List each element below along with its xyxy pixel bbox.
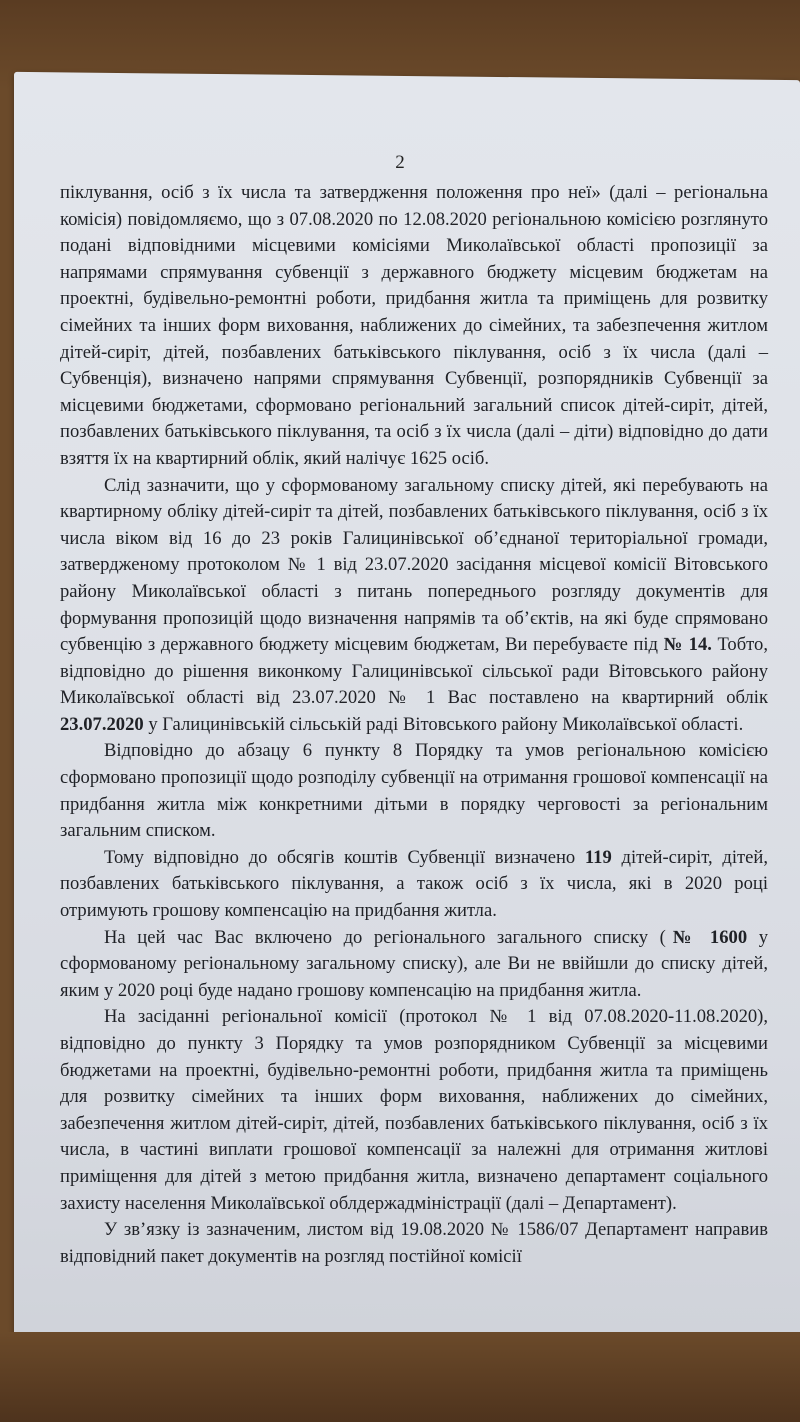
list-position-local: № 14. <box>663 634 712 656</box>
paragraph-3: Відповідно до абзацу 6 пункту 8 Порядку та умов регіональною комісією сформовано пропозиції щодо розподілу субвенції на отримання грошової компенсації на придбання житла між конкретними дітьми в порядку черговості за регіональним загальним списком. <box>60 740 768 842</box>
background-bottom <box>0 1332 800 1422</box>
children-count: 119 <box>584 846 612 868</box>
list-position-regional: № 1600 <box>665 926 748 948</box>
paragraph-6: На засіданні регіональної комісії (протокол № 1 від 07.08.2020-11.08.2020), відповідно до пункту 3 Порядку та умов розпорядником Субвенції за місцевими бюджетами на проектні, будівельно-ремонтні роботи, придбання житла та приміщень для розвитку сімейних та інших форм виховання, наближених до сімейних, забезпечення житлом дітей-сиріт, дітей, позбавлених батьківського піклування, осіб з їх числа, в частині виплати грошової компенсації за належні для отримання житлові приміщення для дітей з метою придбання житла, визначено департамент соціального захисту населення Миколаївської облдержадміністрації (далі – Департамент). <box>60 1006 768 1214</box>
paragraph-2: Слід зазначити, що у сформованому загальному списку дітей, які перебувають на квартирному обліку дітей-сиріт та дітей, позбавлених батьківського піклування, осіб з їх числа віком від 16 до 23 років Галицинівської об’єднаної територіальної громади, затвердженому протоколом № 1 від 23.07.2020 засідання місцевої комісії Вітовського району Миколаївської області з питань попереднього розгляду документів для формування пропозицій щодо визначення напрямів та об’єктів, на які буде спрямовано субвенцію з державного бюджету місцевим бюджетам, Ви перебуваєте під № 14. Тобто, відповідно до рішення виконкому Галицинівської сільської ради Вітовського району Миколаївської області від 23.07.2020 № 1 Вас поставлено на квартирний облік 23.07.2020 у Галицинівській сільській раді Вітовського району Миколаївської області. <box>60 474 768 735</box>
paragraph-7: У зв’язку із зазначеним, листом від 19.08.2020 № 1586/07 Департамент направив відповідний пакет документів на розгляд постійної комісії <box>60 1219 768 1267</box>
page-number: 2 <box>395 152 405 173</box>
paragraph-4: Тому відповідно до обсягів коштів Субвенції визначено 119 дітей-сиріт, дітей, позбавлених батьківського піклування, а також осіб з їх числа, які в 2020 році отримують грошову компенсацію на придбання житла. <box>60 846 768 922</box>
registration-date: 23.07.2020 <box>60 713 144 735</box>
paragraph-1: піклування, осіб з їх числа та затвердження положення про неї» (далі – регіональна комісія) повідомляємо, що з 07.08.2020 по 12.08.2020 регіональною комісією розглянуто подані відповідними місцевими комісіями Миколаївської області пропозиції за напрямами спрямування субвенції з державного бюджету місцевим бюджетам на проектні, будівельно-ремонтні роботи, придбання житла та приміщень для розвитку сімейних та інших форм виховання, наближених до сімейних, та забезпечення житлом дітей-сиріт, дітей, позбавлених батьківського піклування, осіб з їх числа (далі – Субвенція), визначено напрями спрямування Субвенції, розпорядників Субвенції за місцевими бюджетами, сформовано регіональний загальний список дітей-сиріт, дітей, позбавлених батьківського піклування, та осіб з їх числа (далі – діти) відповідно до дати взяття їх на квартирний облік, який налічує 1625 осіб. <box>60 182 768 469</box>
letter-body <box>60 180 768 1270</box>
paragraph-5: На цей час Вас включено до регіонального загального списку (№ 1600 у сформованому регіональному загальному списку), але Ви не ввійшли до списку дітей, яким у 2020 році буде надано грошову компенсацію на придбання житла. <box>60 926 768 1001</box>
